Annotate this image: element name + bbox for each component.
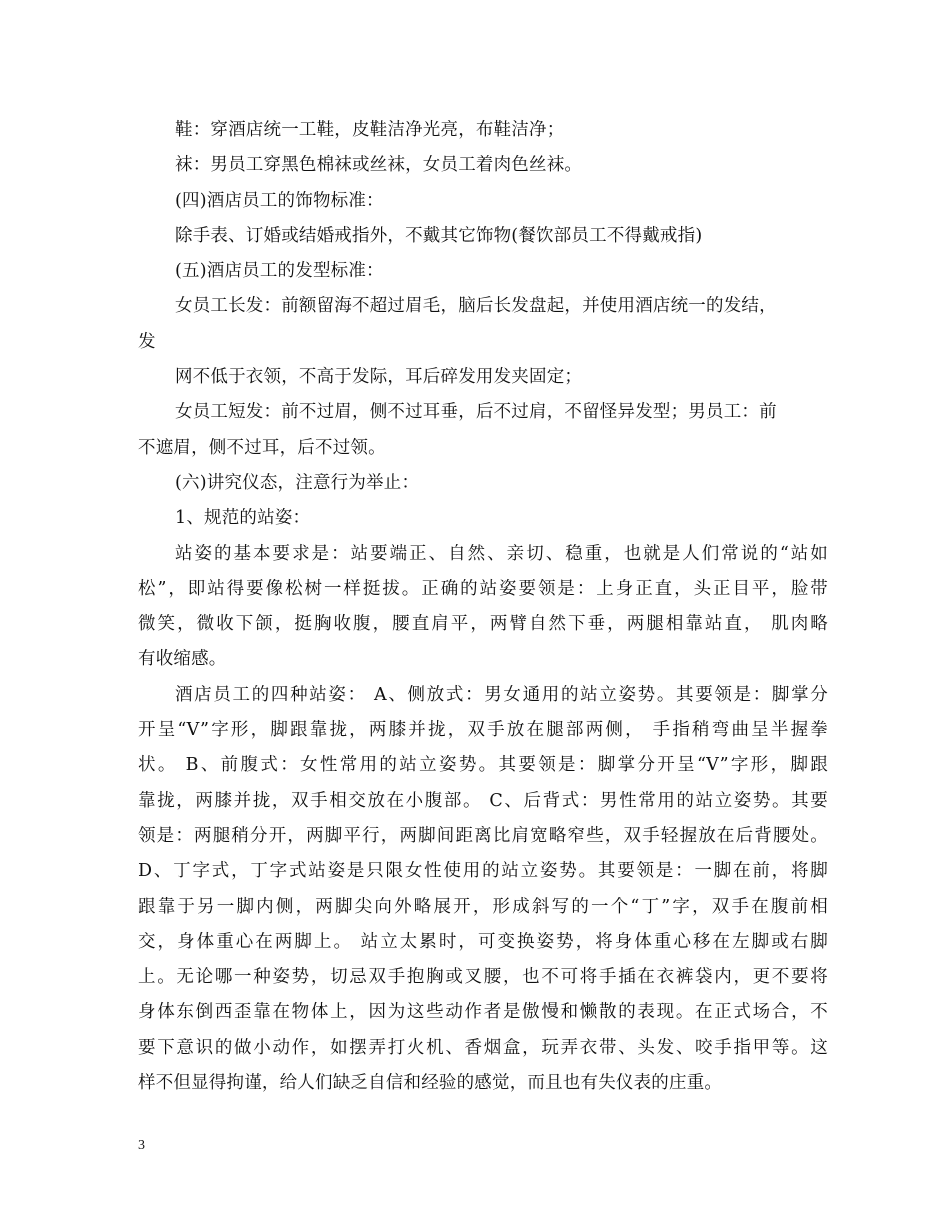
text-line: 松”，即站得要像松树一样挺拔。正确的站姿要领是：上身正直，头正目平，脸带 (138, 578, 828, 599)
text-line: 不遮眉，侧不过耳，后不过领。 (138, 437, 386, 458)
text-line: 靠拢，两膝并拢，双手相交放在小腹部。 C、后背式：男性常用的站立姿势。其要 (138, 790, 828, 811)
text-line: 样不但显得拘谨，给人们缺乏自信和经验的感觉，而且也有失仪表的庄重。 (138, 1073, 723, 1094)
text-line: 开呈“V”字形，脚跟靠拢，两膝并拢，双手放在腿部两侧， 手指稍弯曲呈半握拳 (138, 720, 828, 741)
section-heading: (六)讲究仪态，注意行为举止： (175, 472, 420, 493)
text-line: D、丁字式，丁字式站姿是只限女性使用的站立姿势。其要领是：一脚在前，将脚 (138, 861, 828, 882)
text-line: 袜：男员工穿黑色棉袜或丝袜，女员工着肉色丝袜。 (175, 155, 583, 176)
text-line: 酒店员工的四种站姿： A、侧放式：男女通用的站立姿势。其要领是：脚掌分 (175, 684, 828, 705)
text-line: 状。 B、前腹式：女性常用的站立姿势。其要领是：脚掌分开呈“V”字形，脚跟 (138, 755, 828, 776)
text-line: 除手表、订婚或结婚戒指外，不戴其它饰物(餐饮部员工不得戴戒指) (175, 225, 703, 246)
text-line: 站姿的基本要求是：站要端正、自然、亲切、稳重，也就是人们常说的“站如 (175, 543, 828, 564)
text-line: 网不低于衣领，不高于发际，耳后碎发用发夹固定； (175, 367, 583, 388)
section-heading: (五)酒店员工的发型标准： (175, 261, 384, 282)
text-line: 上。无论哪一种姿势，切忌双手抱胸或叉腰，也不可将手插在衣裤袋内，更不要将 (138, 967, 828, 988)
subsection-heading: 1、规范的站姿： (175, 508, 311, 529)
text-line: 微笑，微收下颌，挺胸收腹，腰直肩平，两臂自然下垂，两腿相靠站直， 肌肉略 (138, 614, 828, 635)
page-number: 3 (138, 1138, 145, 1153)
text-line: 女员工长发：前额留海不超过眉毛，脑后长发盘起，并使用酒店统一的发结， (175, 296, 777, 317)
text-line: 交，身体重心在两脚上。 站立太累时，可变换姿势，将身体重心移在左脚或右脚 (138, 931, 828, 952)
text-line: 身体东倒西歪靠在物体上，因为这些动作者是傲慢和懒散的表现。在正式场合，不 (138, 1002, 828, 1023)
section-heading: (四)酒店员工的饰物标准： (175, 190, 384, 211)
text-line: 要下意识的做小动作，如摆弄打火机、香烟盒，玩弄衣带、头发、咬手指甲等。这 (138, 1037, 828, 1058)
text-line: 鞋：穿酒店统一工鞋，皮鞋洁净光亮，布鞋洁净； (175, 120, 565, 140)
text-line: 发 (138, 331, 156, 352)
text-line: 有收缩感。 (138, 649, 227, 670)
text-line: 跟靠于另一脚内侧，两脚尖向外略展开，形成斜写的一个“丁”字，双手在腹前相 (138, 896, 828, 917)
text-line: 女员工短发：前不过眉，侧不过耳垂，后不过肩，不留怪异发型；男员工：前 (175, 402, 777, 423)
text-line: 领是：两腿稍分开，两脚平行，两脚间距离比肩宽略窄些，双手轻握放在后背腰处。 (138, 825, 828, 846)
document-body (138, 113, 828, 1101)
